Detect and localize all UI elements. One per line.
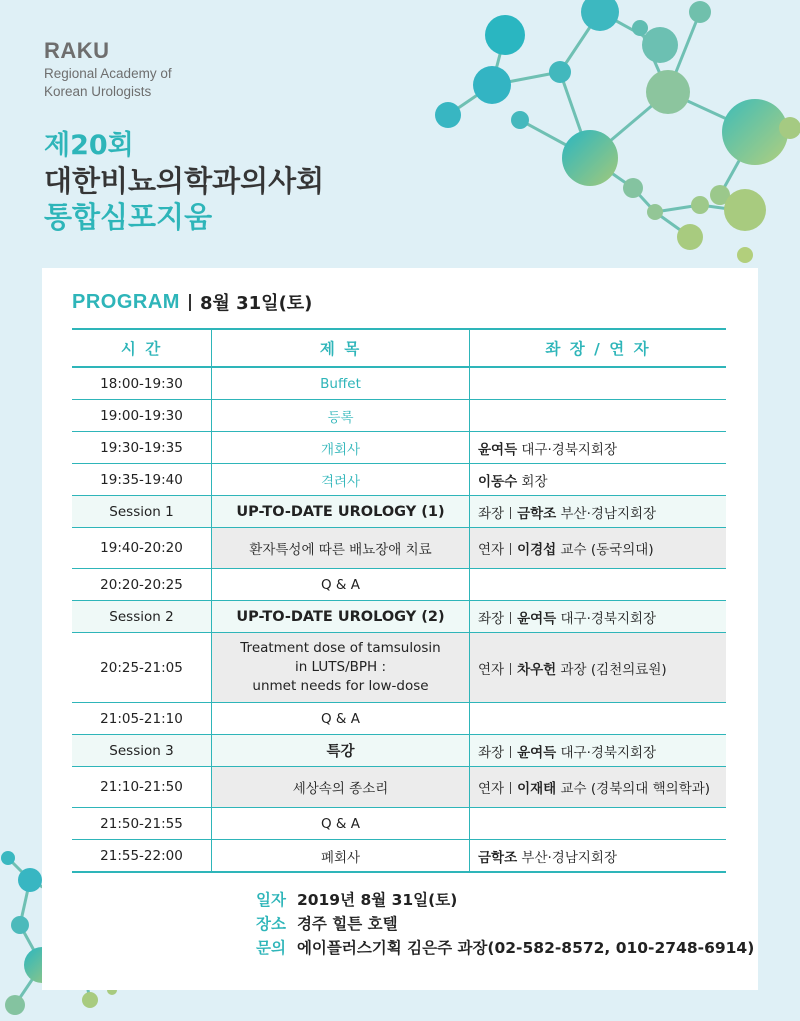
title-edition: 제20회 (44, 130, 134, 161)
row-time: 21:55-22:00 (72, 840, 212, 873)
session-title: UP-TO-DATE UROLOGY (2) (212, 601, 470, 633)
session-label: Session 2 (72, 601, 212, 633)
person-name: 금학조 (517, 505, 557, 522)
table-row (72, 400, 726, 432)
table-row (72, 432, 726, 464)
person-affiliation: 과장 (김천의료원) (560, 661, 667, 678)
role-divider (510, 543, 511, 555)
person-name: 차우헌 (517, 661, 557, 678)
row-title: 환자특성에 따른 배뇨장애 치료 (212, 528, 470, 569)
row-person (470, 367, 727, 400)
person-affiliation: 대구·경북지회장 (560, 744, 657, 761)
info-place-value: 경주 힐튼 호텔 (296, 915, 398, 933)
row-person (470, 464, 727, 496)
title-organization: 대한비뇨의학과의사회 (44, 164, 325, 198)
person-name: 윤여득 (517, 610, 557, 627)
person-name: 이경섭 (517, 542, 557, 558)
row-title: Q & A (212, 703, 470, 735)
row-title: 격려사 (212, 464, 470, 496)
info-contact-value: 에이플러스기획 김은주 과장(02-582-8572, 010-2748-6914) (296, 939, 755, 957)
role-divider (510, 746, 511, 758)
session-title: 특강 (212, 735, 470, 767)
row-time: 20:25-21:05 (72, 633, 212, 703)
person-affiliation: 대구·경북지회장 (521, 441, 617, 458)
table-row (72, 767, 726, 808)
info-place (256, 912, 754, 936)
person-role: 연자 (478, 542, 505, 558)
row-person (470, 432, 727, 464)
row-title (212, 633, 470, 703)
person-role: 연자 (478, 781, 505, 797)
row-time: 20:20-20:25 (72, 569, 212, 601)
table-row (72, 367, 726, 400)
heading-divider (189, 294, 191, 311)
role-divider (510, 782, 511, 794)
program-heading (72, 289, 312, 315)
row-time: 18:00-19:30 (72, 367, 212, 400)
row-title-line2: in LUTS/BPH : (294, 659, 387, 675)
table-row (72, 464, 726, 496)
person-role: 좌장 (478, 610, 505, 627)
session-row (72, 601, 726, 633)
person-affiliation: 부산·경남지회장 (521, 849, 617, 866)
row-person (470, 808, 727, 840)
row-time: 21:50-21:55 (72, 808, 212, 840)
person-name: 이재태 (517, 781, 557, 797)
info-date-value: 2019년 8월 31일(토) (296, 891, 458, 909)
person-affiliation: 교수 (경북의대 핵의학과) (560, 781, 711, 797)
header-time: 시 간 (72, 329, 212, 367)
role-divider (510, 663, 511, 675)
row-title-line3: unmet needs for low-dose (252, 678, 429, 694)
person-name: 윤여득 (478, 441, 518, 458)
row-person (470, 528, 727, 569)
row-person (470, 735, 727, 767)
table-row (72, 528, 726, 569)
session-label: Session 1 (72, 496, 212, 528)
row-title-line1: Treatment dose of tamsulosin (240, 640, 441, 656)
person-affiliation: 대구·경북지회장 (560, 610, 657, 627)
info-contact-label: 문의 (256, 939, 286, 957)
table-row (72, 633, 726, 703)
person-affiliation: 부산·경남지회장 (560, 505, 657, 522)
row-title: Q & A (212, 569, 470, 601)
session-title: UP-TO-DATE UROLOGY (1) (212, 496, 470, 528)
session-row (72, 735, 726, 767)
row-title: 폐회사 (212, 840, 470, 873)
person-role: 연자 (478, 661, 505, 678)
row-time: 21:10-21:50 (72, 767, 212, 808)
row-time: 19:35-19:40 (72, 464, 212, 496)
person-name: 윤여득 (517, 744, 557, 761)
table-row (72, 703, 726, 735)
info-place-label: 장소 (256, 915, 286, 933)
person-name: 이동수 (478, 473, 518, 490)
role-divider (510, 612, 511, 624)
session-row (72, 496, 726, 528)
row-person (470, 767, 727, 808)
person-affiliation: 교수 (동국의대) (560, 542, 654, 558)
event-title (44, 128, 324, 235)
person-affiliation: 회장 (521, 473, 548, 490)
row-title: 등록 (212, 400, 470, 432)
header-chair-speaker: 좌 장 / 연 자 (470, 329, 727, 367)
row-time: 19:30-19:35 (72, 432, 212, 464)
row-person (470, 703, 727, 735)
row-title: 개회사 (212, 432, 470, 464)
row-person (470, 601, 727, 633)
table-header-row (72, 329, 726, 367)
info-date (256, 888, 754, 912)
row-person (470, 840, 727, 873)
org-name-line2: Korean Urologists (44, 84, 152, 99)
program-table (72, 328, 726, 873)
row-time: 21:05-21:10 (72, 703, 212, 735)
row-time: 19:00-19:30 (72, 400, 212, 432)
table-row (72, 840, 726, 873)
event-info (256, 888, 754, 960)
person-role: 좌장 (478, 744, 505, 761)
info-contact (256, 936, 754, 960)
person-name: 금학조 (478, 849, 518, 866)
row-title: Q & A (212, 808, 470, 840)
org-abbr: RAKU (44, 38, 110, 63)
header-title: 제 목 (212, 329, 470, 367)
row-person (470, 496, 727, 528)
table-row (72, 808, 726, 840)
org-name-line1: Regional Academy of (44, 66, 172, 81)
row-title: Buffet (212, 367, 470, 400)
table-row (72, 569, 726, 601)
title-symposium: 통합심포지움 (44, 200, 213, 234)
info-date-label: 일자 (256, 891, 286, 909)
program-card (42, 268, 758, 990)
person-role: 좌장 (478, 505, 505, 522)
session-label: Session 3 (72, 735, 212, 767)
org-logo (44, 38, 172, 100)
row-person (470, 400, 727, 432)
row-person (470, 633, 727, 703)
program-label: PROGRAM (72, 290, 180, 313)
row-person (470, 569, 727, 601)
row-time: 19:40-20:20 (72, 528, 212, 569)
role-divider (510, 507, 511, 519)
program-date: 8월 31일(토) (199, 293, 313, 314)
row-title: 세상속의 종소리 (212, 767, 470, 808)
